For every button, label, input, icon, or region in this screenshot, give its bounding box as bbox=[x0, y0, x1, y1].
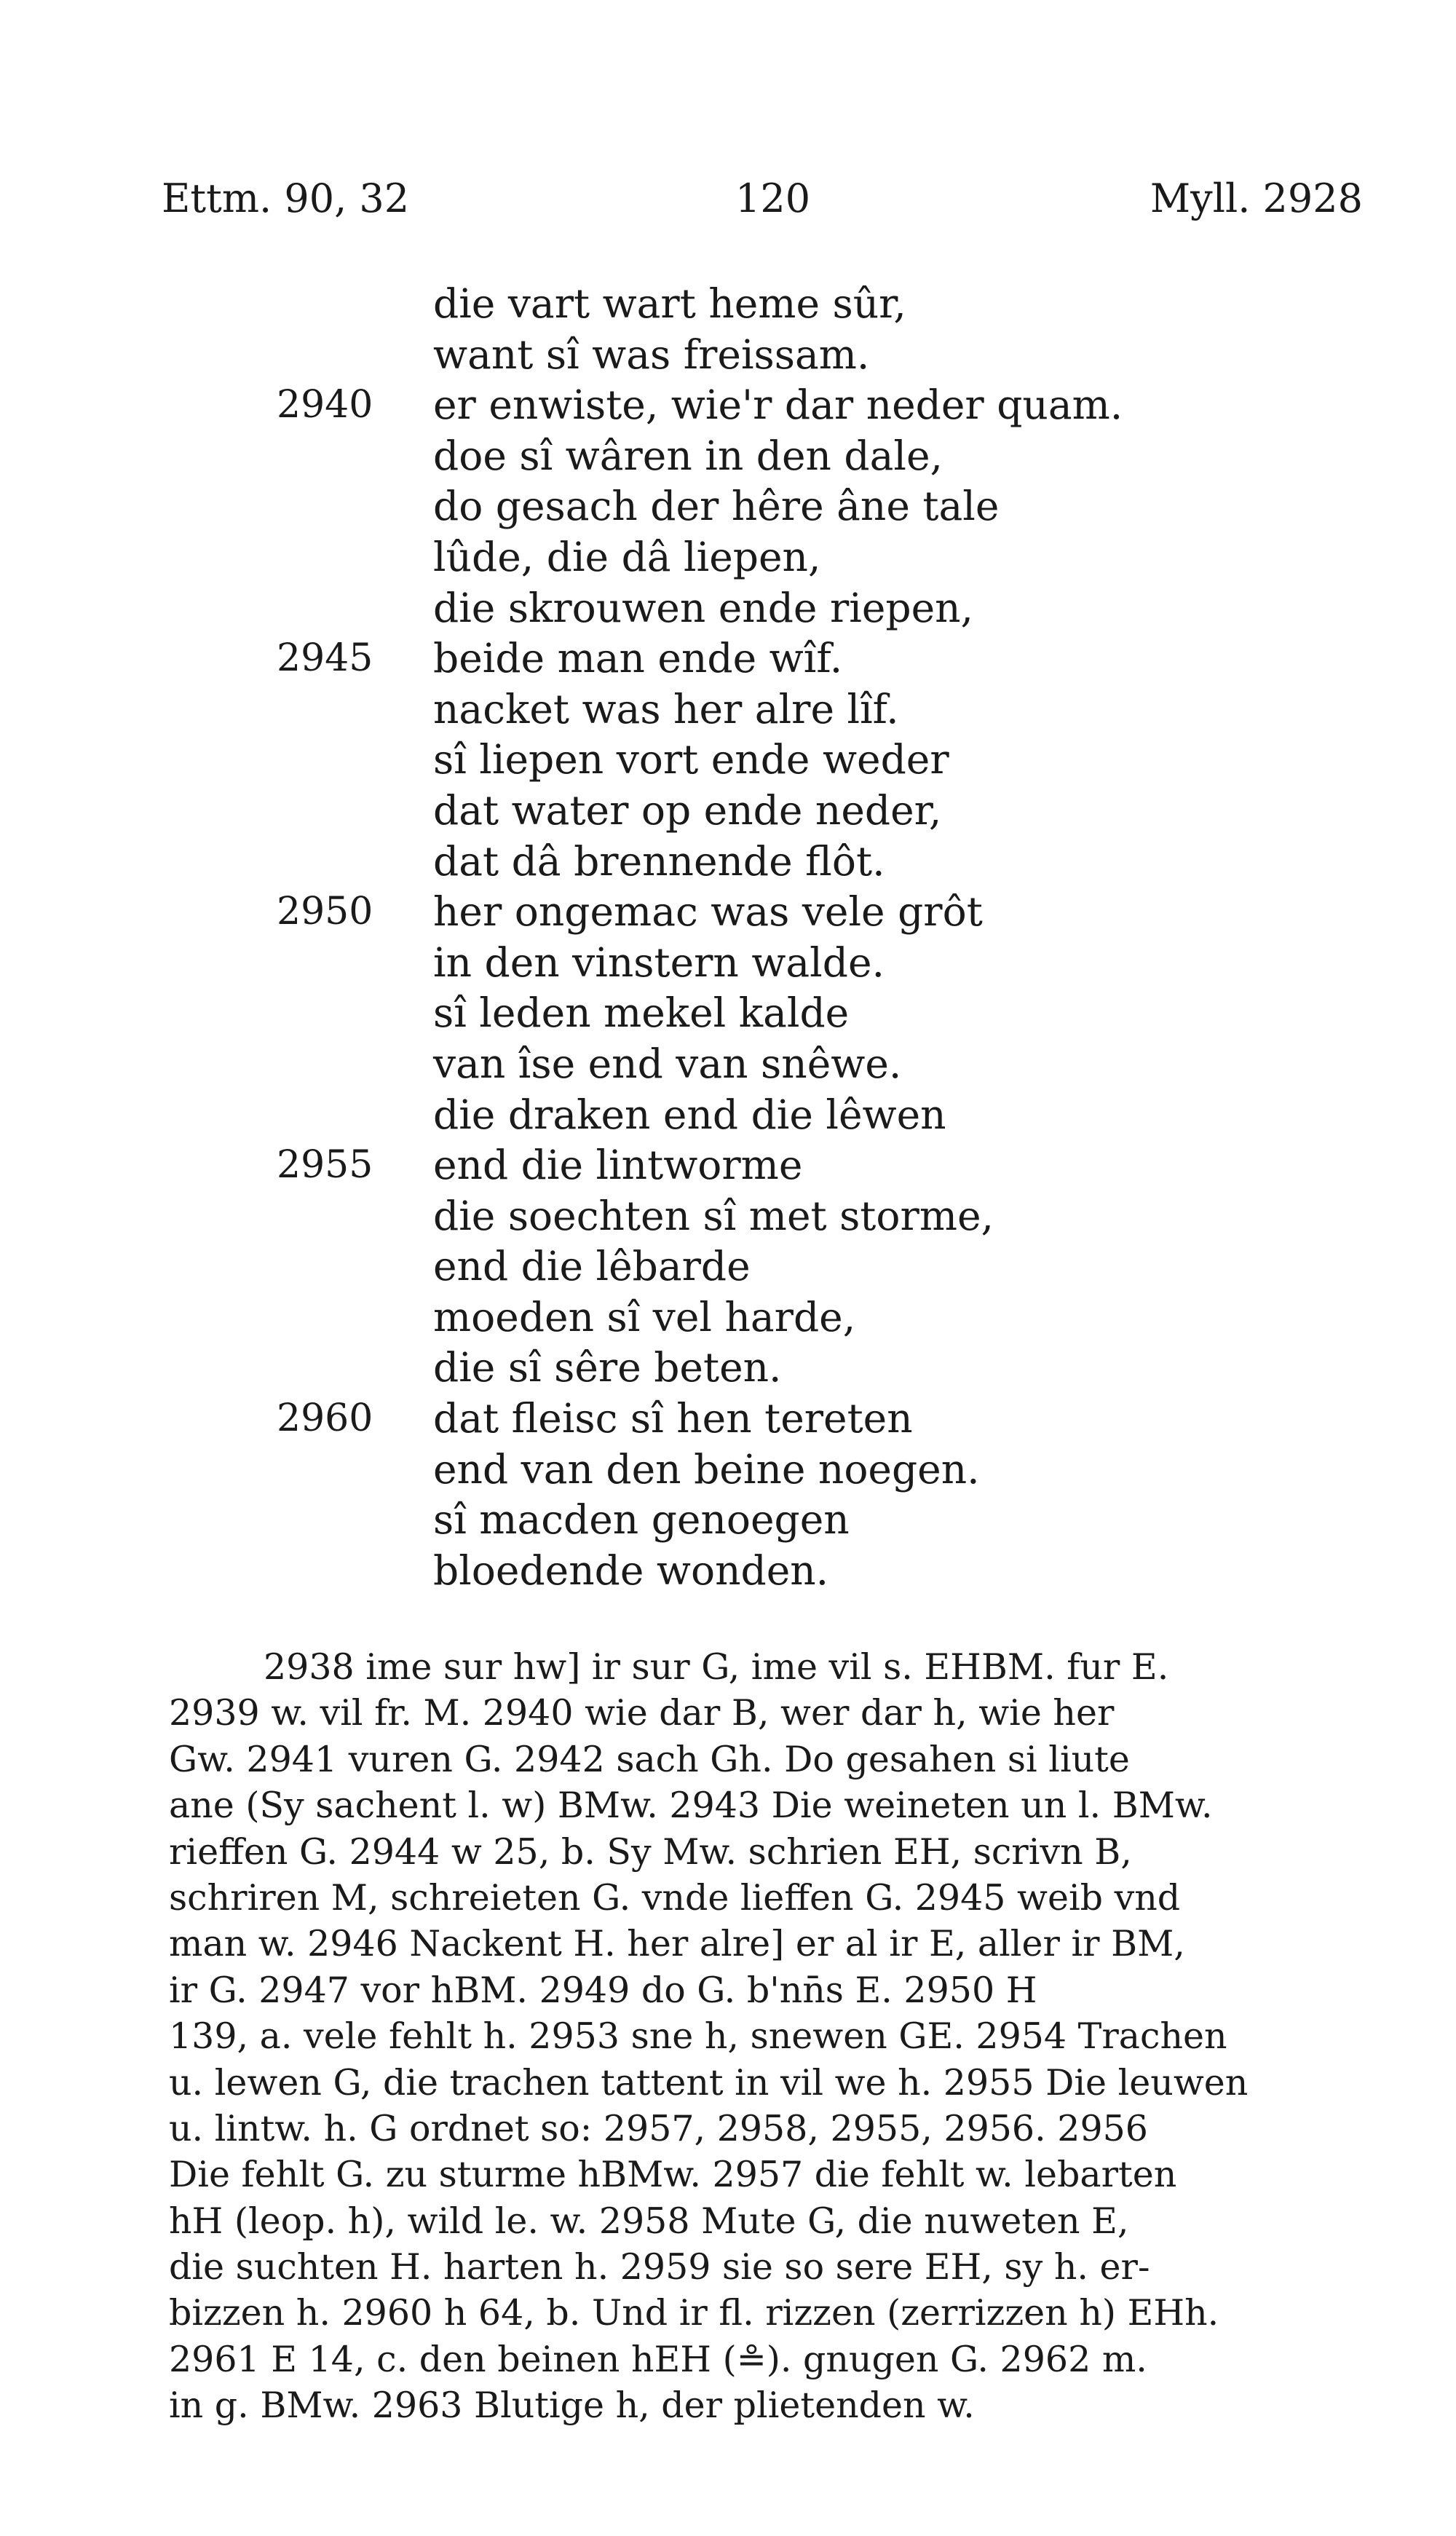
verse-line bbox=[0, 684, 1456, 735]
apparatus-line: Gw. 2941 vuren G. 2942 sach Gh. Do gesahen si liute bbox=[169, 1738, 1130, 1780]
apparatus-line: bizzen h. 2960 h 64, b. Und ir fl. rizzen (zerrizzen h) EHh. bbox=[169, 2292, 1219, 2334]
verse-line bbox=[0, 786, 1456, 837]
verse-line bbox=[0, 1445, 1456, 1496]
verse-line bbox=[0, 633, 1456, 684]
apparatus-line: in g. BMw. 2963 Blutige h, der plietenden w. bbox=[169, 2385, 975, 2427]
verse-line bbox=[0, 1495, 1456, 1546]
verse-line bbox=[0, 583, 1456, 634]
verse-line bbox=[0, 1292, 1456, 1343]
verse-text: do gesach der hêre âne tale bbox=[433, 483, 1000, 530]
verse-line bbox=[0, 380, 1456, 431]
verse-text: die draken end die lêwen bbox=[433, 1091, 946, 1138]
verse-block bbox=[0, 279, 1456, 1596]
verse-line bbox=[0, 1343, 1456, 1394]
verse-text: er enwiste, wie'r dar neder quam. bbox=[433, 382, 1123, 429]
verse-line bbox=[0, 1090, 1456, 1141]
verse-line bbox=[0, 1394, 1456, 1445]
verse-line bbox=[0, 938, 1456, 989]
running-header bbox=[0, 173, 1456, 224]
apparatus-line: ir G. 2947 vor hBM. 2949 do G. b'nn̄s E. 2950 H bbox=[169, 1969, 1037, 2011]
apparatus-line: 2939 w. vil fr. M. 2940 wie dar B, wer dar h, wie her bbox=[169, 1692, 1115, 1734]
apparatus-line: schriren M, schreieten G. vnde lieffen G. 2945 weib vnd bbox=[169, 1876, 1181, 1919]
verse-text: end van den beine noegen. bbox=[433, 1445, 980, 1493]
verse-text: end die lêbarde bbox=[433, 1243, 751, 1290]
verse-text: van îse end van snêwe. bbox=[433, 1040, 902, 1087]
apparatus-line: 2938 ime sur hw] ir sur G, ime vil s. EHBM. fur E. bbox=[264, 1646, 1169, 1688]
apparatus-line: rieffen G. 2944 w 25, b. Sy Mw. schrien EH, scrivn B, bbox=[169, 1830, 1132, 1873]
verse-line bbox=[0, 532, 1456, 583]
verse-text: lûde, die dâ liepen, bbox=[433, 533, 821, 580]
verse-text: die skrouwen ende riepen, bbox=[433, 584, 974, 631]
header-edition-reference: Ettm. 90, 32 bbox=[162, 175, 410, 221]
verse-text: die soechten sî met storme, bbox=[433, 1192, 994, 1239]
verse-line bbox=[0, 1191, 1456, 1242]
verse-text: want sî was freissam. bbox=[433, 331, 870, 378]
verse-text: her ongemac was vele grôt bbox=[433, 888, 983, 936]
verse-line bbox=[0, 837, 1456, 888]
apparatus-line: die suchten H. harten h. 2959 sie so sere EH, sy h. er- bbox=[169, 2246, 1150, 2288]
verse-text: die vart wart heme sûr, bbox=[433, 280, 906, 327]
verse-text: nacket was her alre lîf. bbox=[433, 685, 899, 732]
verse-line bbox=[0, 1241, 1456, 1292]
verse-text: doe sî wâren in den dale, bbox=[433, 432, 943, 479]
page-number: 120 bbox=[735, 175, 811, 221]
verse-text: dat water op ende neder, bbox=[433, 786, 942, 834]
critical-apparatus bbox=[169, 1644, 1386, 2429]
verse-line bbox=[0, 887, 1456, 938]
verse-line bbox=[0, 735, 1456, 786]
verse-line bbox=[0, 481, 1456, 532]
line-number: 2940 bbox=[277, 383, 373, 427]
verse-line bbox=[0, 1140, 1456, 1191]
line-number: 2960 bbox=[277, 1397, 373, 1441]
verse-line bbox=[0, 1039, 1456, 1090]
verse-text: dat fleisc sî hen tereten bbox=[433, 1395, 913, 1442]
apparatus-line: 139, a. vele fehlt h. 2953 sne h, snewen GE. 2954 Trachen bbox=[169, 2015, 1227, 2058]
apparatus-line: Die fehlt G. zu sturme hBMw. 2957 die fehlt w. lebarten bbox=[169, 2154, 1177, 2196]
apparatus-line: man w. 2946 Nackent H. her alre] er al ir E, aller ir BM, bbox=[169, 1923, 1185, 1965]
line-number: 2945 bbox=[277, 636, 373, 681]
verse-text: die sî sêre beten. bbox=[433, 1344, 782, 1391]
verse-text: beide man ende wîf. bbox=[433, 635, 843, 682]
verse-text: moeden sî vel harde, bbox=[433, 1293, 856, 1340]
verse-line bbox=[0, 330, 1456, 381]
verse-text: sî leden mekel kalde bbox=[433, 989, 850, 1037]
apparatus-line: u. lewen G, die trachen tattent in vil we h. 2955 Die leuwen bbox=[169, 2061, 1249, 2104]
apparatus-line: u. lintw. h. G ordnet so: 2957, 2958, 2955, 2956. 2956 bbox=[169, 2107, 1148, 2149]
verse-line bbox=[0, 431, 1456, 482]
verse-text: sî liepen vort ende weder bbox=[433, 736, 949, 783]
apparatus-line: ane (Sy sachent l. w) BMw. 2943 Die weineten un l. BMw. bbox=[169, 1785, 1213, 1827]
line-number: 2955 bbox=[277, 1143, 373, 1188]
verse-text: sî macden genoegen bbox=[433, 1496, 850, 1544]
apparatus-line: hH (leop. h), wild le. w. 2958 Mute G, die nuweten E, bbox=[169, 2200, 1129, 2242]
verse-text: end die lintworme bbox=[433, 1142, 803, 1189]
verse-line bbox=[0, 279, 1456, 330]
header-line-reference: Myll. 2928 bbox=[1150, 175, 1363, 221]
verse-line bbox=[0, 988, 1456, 1039]
verse-text: in den vinstern walde. bbox=[433, 939, 885, 986]
apparatus-line: 2961 E 14, c. den beinen hEH (≗). gnugen G. 2962 m. bbox=[169, 2338, 1147, 2380]
verse-text: dat dâ brennende flôt. bbox=[433, 837, 885, 885]
line-number: 2950 bbox=[277, 890, 373, 934]
verse-text: bloedende wonden. bbox=[433, 1547, 829, 1594]
verse-line bbox=[0, 1546, 1456, 1597]
